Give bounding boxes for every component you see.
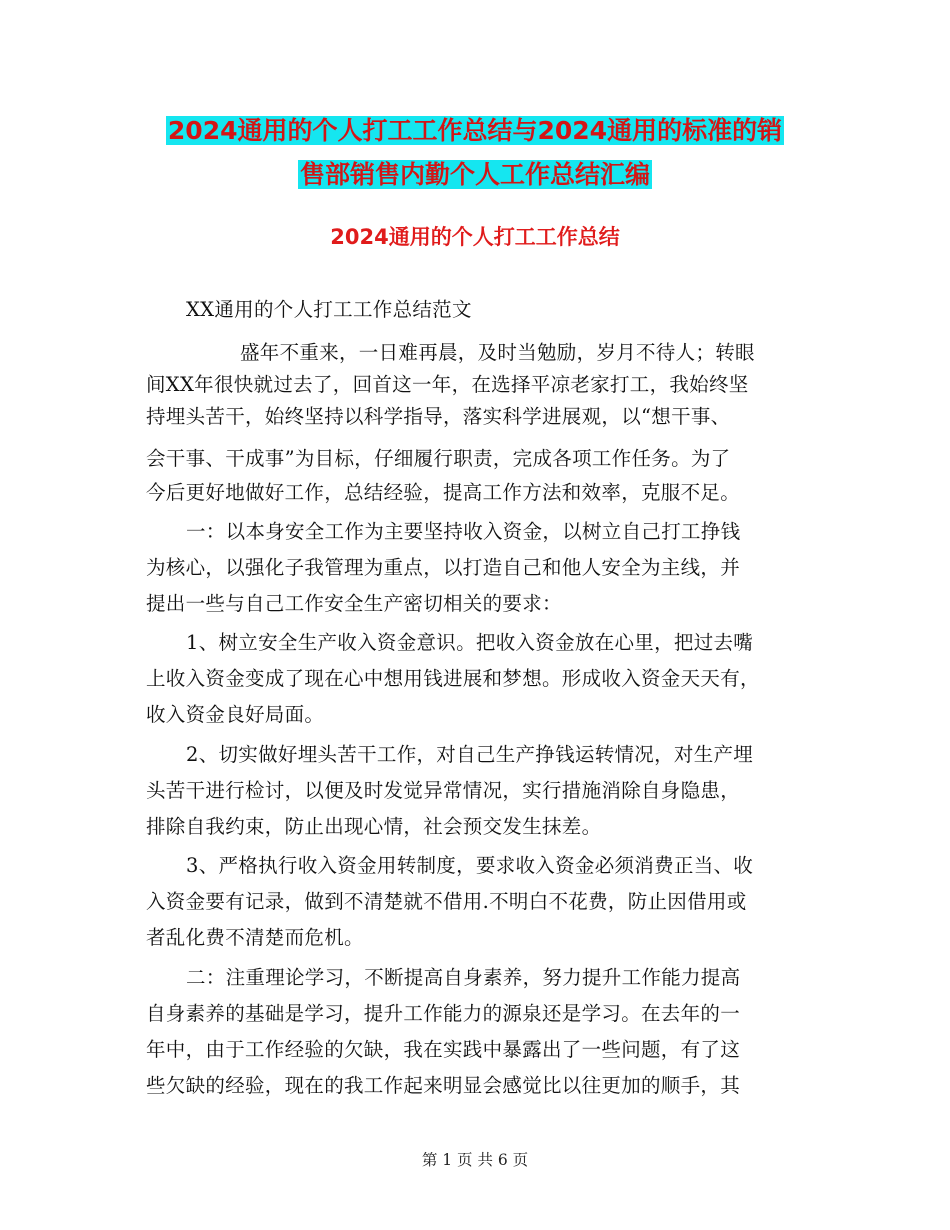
section-title: 2024通用的个人打工工作总结 — [330, 225, 620, 249]
paragraph-line: 2、切实做好埋头苦干工作，对自己生产挣钱运转情况，对生产埋 — [186, 743, 754, 766]
document-title-line-1 — [0, 111, 950, 151]
paragraph-line: 年中，由于工作经验的欠缺，我在实践中暴露出了一些问题，有了这 — [146, 1038, 741, 1061]
paragraph-line: 3、严格执行收入资金用转制度，要求收入资金必须消费正当、收 — [186, 854, 754, 877]
title-highlight-1: 2024通用的个人打工工作总结与2024通用的标准的销 — [167, 116, 783, 145]
paragraph-line: 1、树立安全生产收入资金意识。把收入资金放在心里，把过去嘴 — [186, 631, 754, 654]
paragraph-line: 提出一些与自己工作安全生产密切相关的要求： — [146, 592, 562, 615]
document-title-line-2 — [0, 155, 950, 195]
paragraph-line: 盛年不重来，一日难再晨，及时当勉励，岁月不待人；转眼 — [240, 341, 755, 364]
paragraph-line: 自身素养的基础是学习，提升工作能力的源泉还是学习。在去年的一 — [146, 1002, 741, 1025]
subtitle-line: XX通用的个人打工工作总结范文 — [186, 298, 472, 321]
paragraph-line: 上收入资金变成了现在心中想用钱进展和梦想。形成收入资金天天有， — [146, 667, 760, 690]
paragraph-line: 会干事、干成事”为目标，仔细履行职责，完成各项工作任务。为了 — [146, 447, 731, 470]
paragraph-line: 持埋头苦干，始终坚持以科学指导，落实科学进展观，以“想干事、 — [146, 405, 731, 428]
paragraph-line: 头苦干进行检讨，以便及时发觉异常情况，实行措施消除自身隐患， — [146, 779, 741, 802]
paragraph-line: 排除自我约束，防止出现心情，社会预交发生抹差。 — [146, 815, 602, 838]
paragraph-line: 为核心，以强化子我管理为重点，以打造自己和他人安全为主线，并 — [146, 556, 741, 579]
paragraph-line: 间XX年很快就过去了，回首这一年，在选择平凉老家打工，我始终坚 — [146, 373, 749, 396]
paragraph-line: 入资金要有记录，做到不清楚就不借用.不明白不花费，防止因借用或 — [146, 890, 747, 913]
paragraph-line: 些欠缺的经验，现在的我工作起来明显会感觉比以往更加的顺手，其 — [146, 1074, 741, 1097]
paragraph-line: 今后更好地做好工作，总结经验，提高工作方法和效率，克服不足。 — [146, 481, 741, 504]
paragraph-line: 者乱化费不清楚而危机。 — [146, 926, 364, 949]
paragraph-line: 二：注重理论学习，不断提高自身素养，努力提升工作能力提高 — [186, 966, 741, 989]
page-number-footer: 第 1 页 共 6 页 — [421, 1151, 529, 1169]
paragraph-line: 一：以本身安全工作为主要坚持收入资金，以树立自己打工挣钱 — [186, 520, 741, 543]
paragraph-line: 收入资金良好局面。 — [146, 703, 325, 726]
title-highlight-2: 售部销售内勤个人工作总结汇编 — [299, 160, 650, 189]
